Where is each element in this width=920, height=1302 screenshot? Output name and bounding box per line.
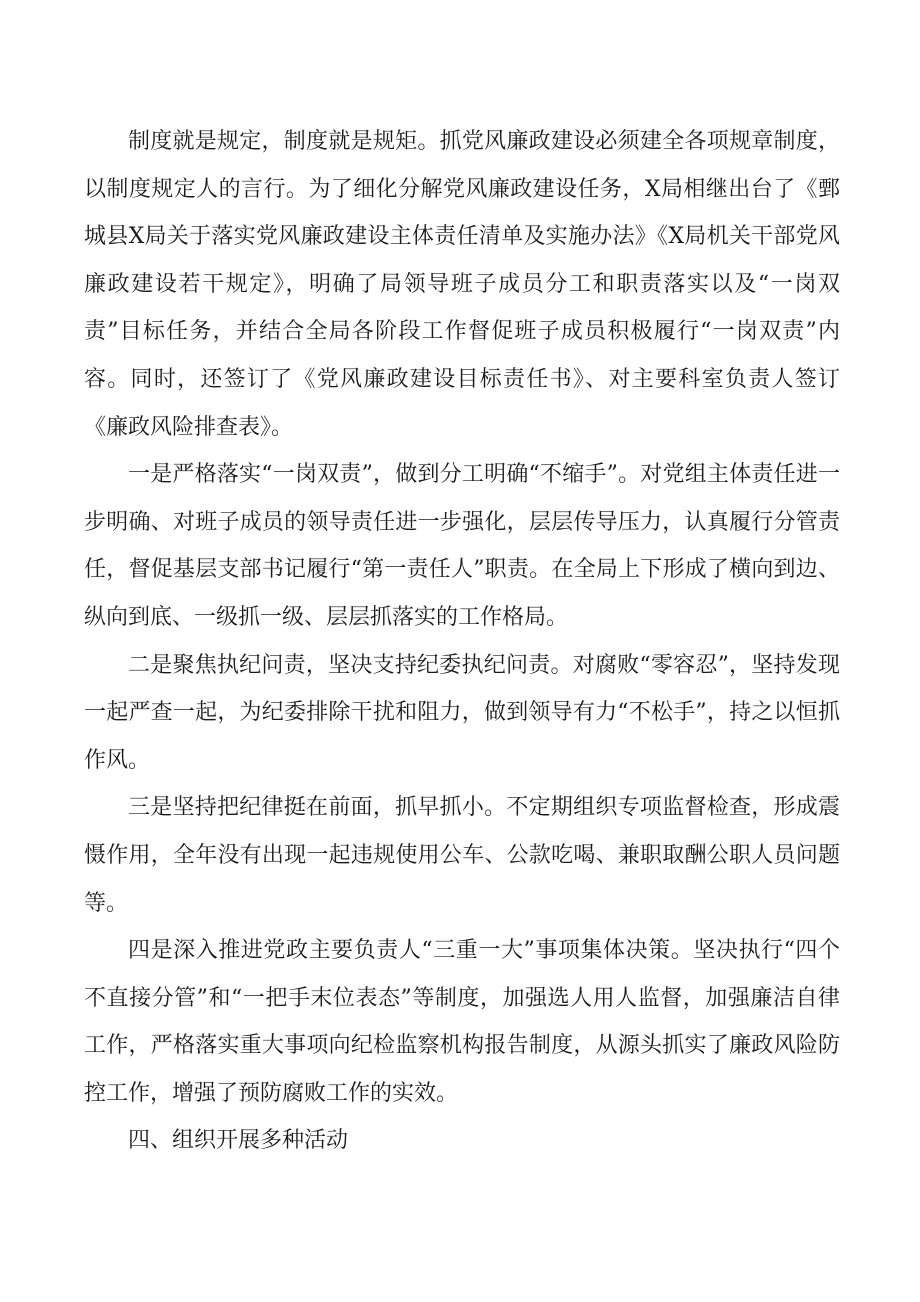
section-heading: 四、组织开展多种活动 [128,1128,349,1154]
paragraph-point-one: 一是严格落实“一岗双责”，做到分工明确“不缩手”。对党组主体责任进一步明确、对班子成员的领导责任进一步强化，层层传导压力，认真履行分管责任，督促基层支部书记履行“第一责任人”职责。在全局上下形成了横向到边、纵向到底、一级抓一级、层层抓落实的工作格局。 [84,462,840,630]
paragraph-point-two: 二是聚焦执纪问责，坚决支持纪委执纪问责。对腐败“零容忍”，坚持发现一起严查一起，为纪委排除干扰和阻力，做到领导有力“不松手”，持之以恒抓作风。 [84,652,840,773]
paragraph-point-four: 四是深入推进党政主要负责人“三重一大”事项集体决策。坚决执行“四个不直接分管”和“一把手末位表态”等制度，加强选人用人监督，加强廉洁自律工作，严格落实重大事项向纪检监察机构报告制度，从源头抓实了廉政风险防控工作，增强了预防腐败工作的实效。 [84,938,840,1106]
paragraph-regulations: 制度就是规定，制度就是规矩。抓党风廉政建设必须建全各项规章制度，以制度规定人的言行。为了细化分解党风廉政建设任务，X局相继出台了《鄄城县X局关于落实党风廉政建设主体责任清单及实施办法》《X局机关干部党风廉政建设若干规定》，明确了局领导班子成员分工和职责落实以及“一岗双责”目标任务，并结合全局各阶段工作督促班子成员积极履行“一岗双责”内容。同时，还签订了《党风廉政建设目标责任书》、对主要科室负责人签订《廉政风险排查表》。 [84,129,840,440]
document-body [84,118,840,1165]
paragraph-point-three: 三是坚持把纪律挺在前面，抓早抓小。不定期组织专项监督检查，形成震慑作用，全年没有出现一起违规使用公车、公款吃喝、兼职取酬公职人员问题等。 [84,795,840,916]
